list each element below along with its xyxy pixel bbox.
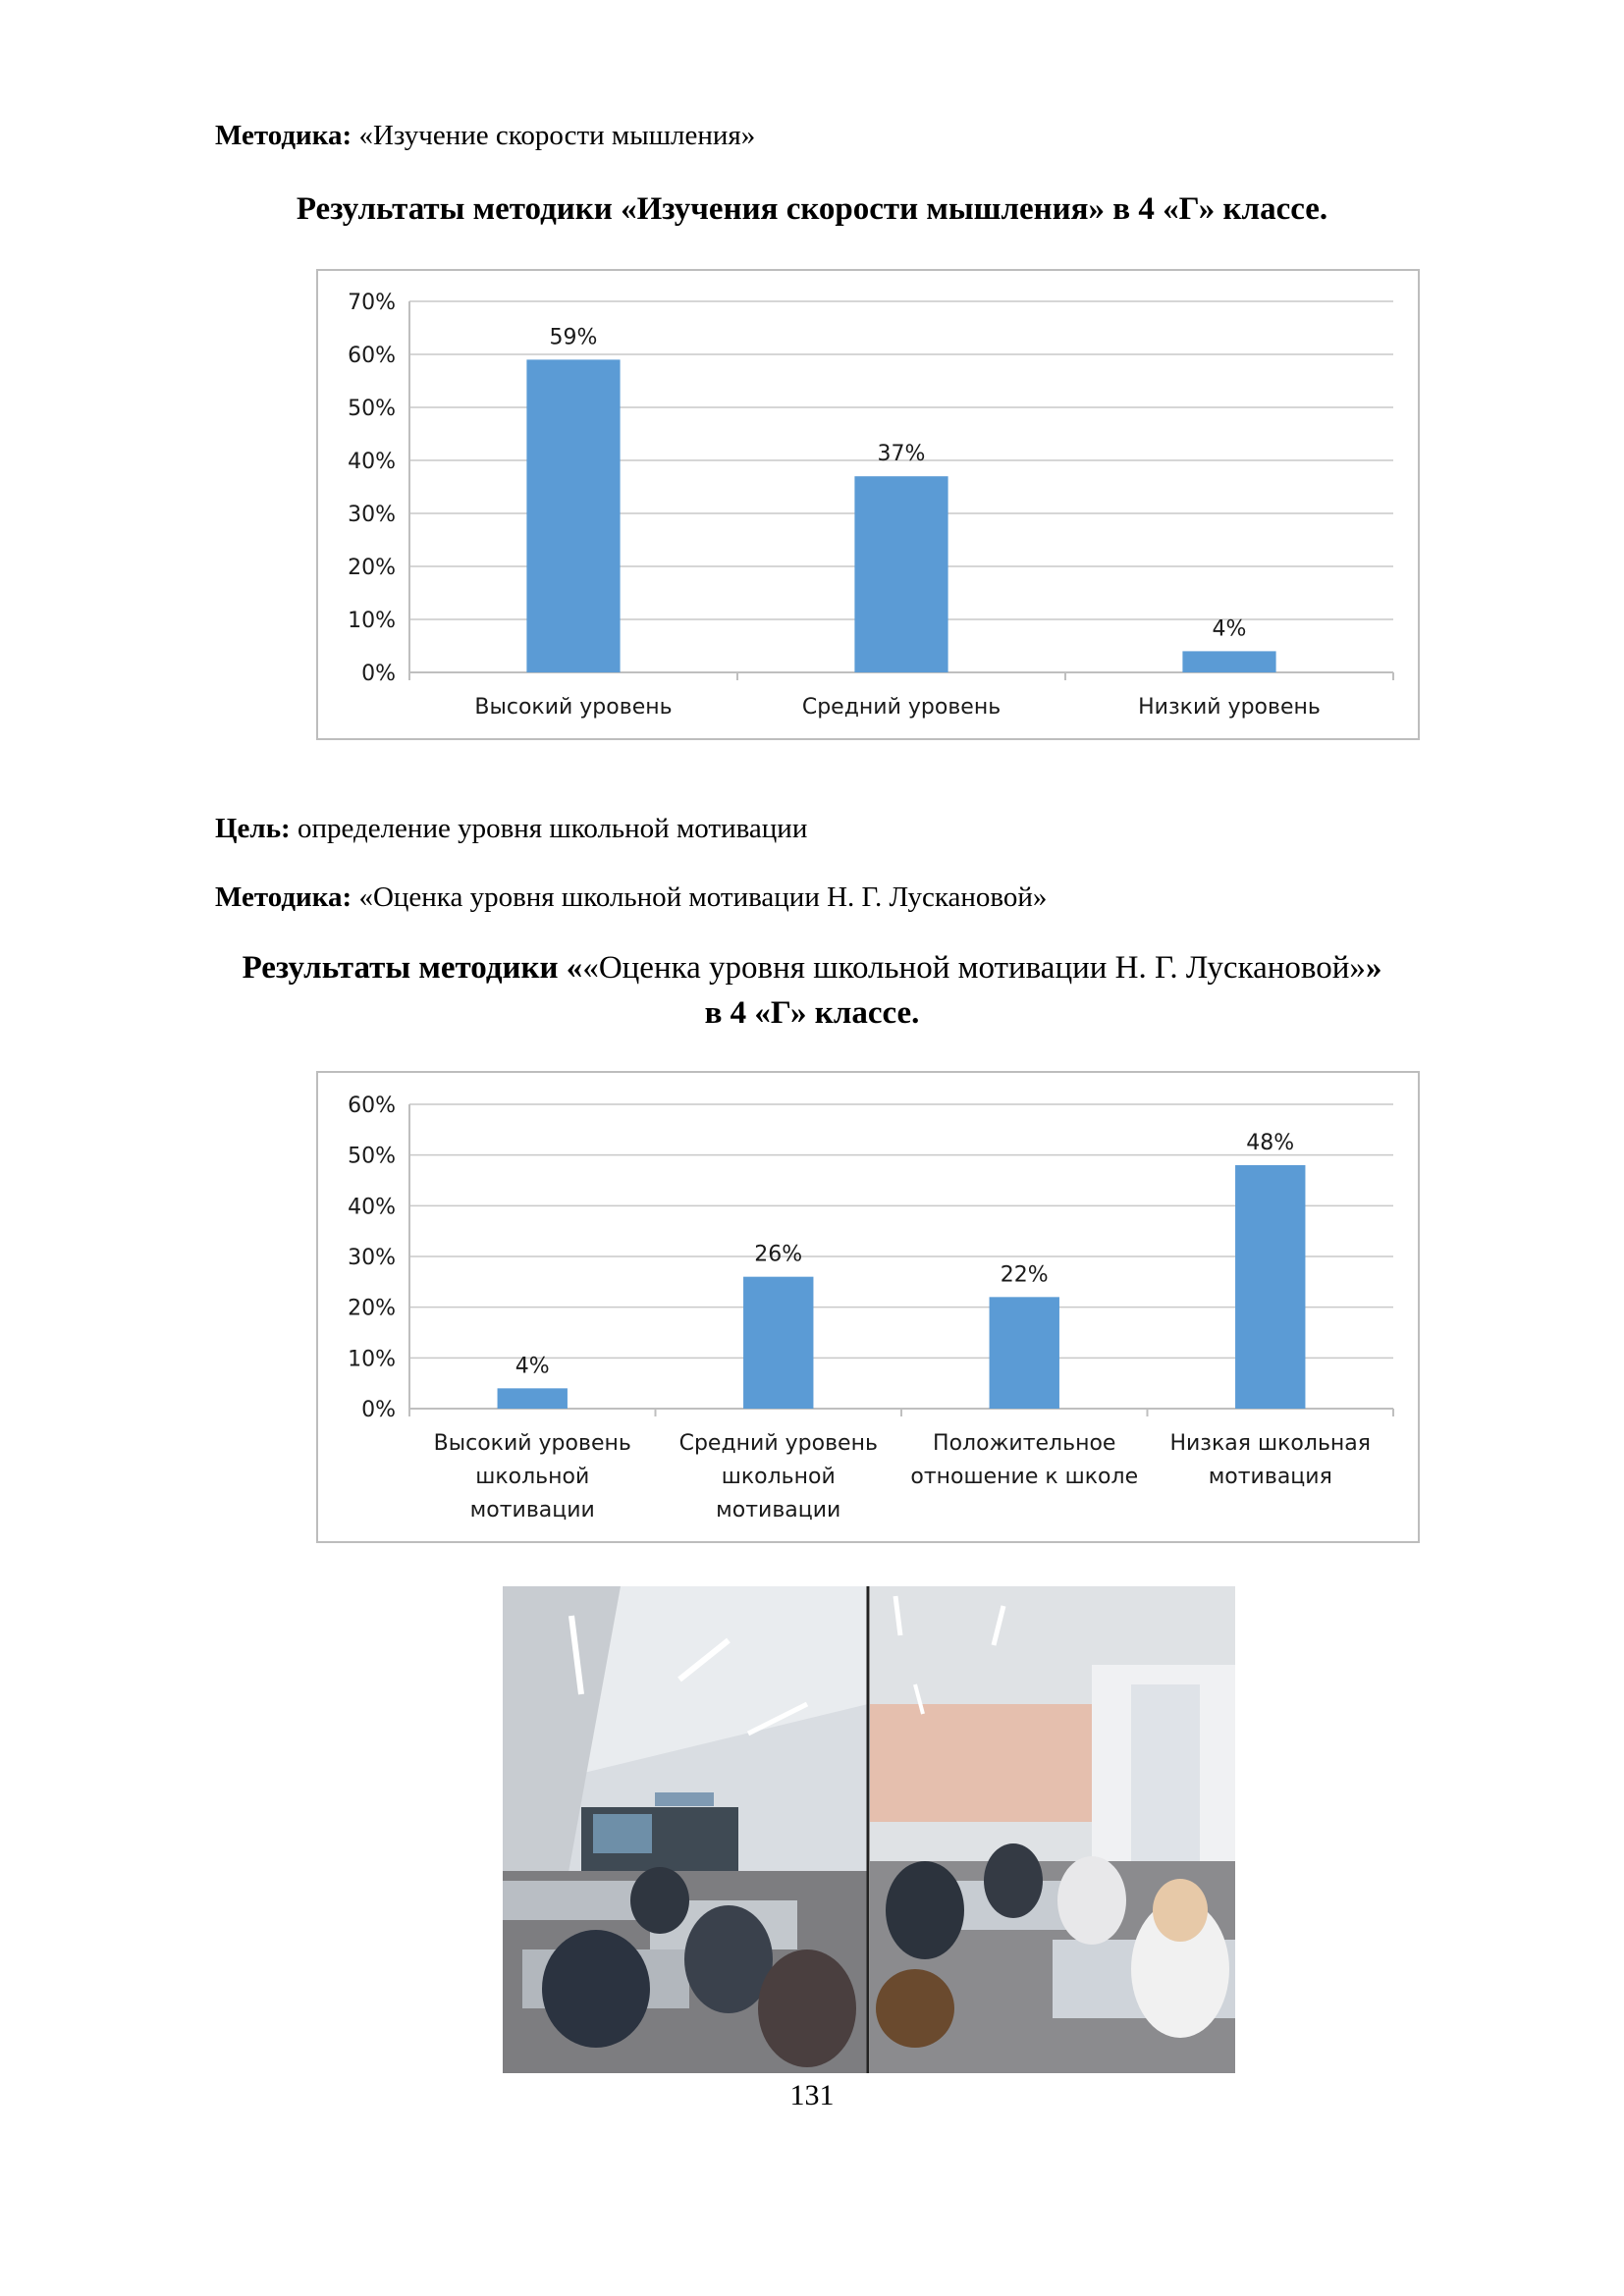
method-value: «Изучение скорости мышления» [352, 120, 756, 151]
y-tick-label: 50% [348, 1144, 396, 1169]
goal-label: Цель: [215, 813, 291, 844]
category-label: школьной [721, 1465, 836, 1489]
y-tick-label: 30% [348, 1246, 396, 1270]
data-label: 4% [1212, 616, 1247, 642]
data-label: 37% [877, 442, 926, 467]
category-label: мотивации [469, 1498, 595, 1522]
data-label: 22% [1000, 1262, 1049, 1288]
category-label: Высокий уровень [433, 1431, 631, 1456]
category-label: Положительное [933, 1431, 1116, 1456]
chart-1-heading: Результаты методики «Изучения скорости мышления» в 4 «Г» классе. [296, 191, 1328, 227]
data-label: 4% [514, 1354, 550, 1379]
bar [1182, 651, 1275, 672]
y-tick-label: 70% [348, 291, 396, 315]
method-line-2 [215, 880, 1047, 915]
y-tick-label: 50% [348, 397, 396, 421]
category-label: Средний уровень [801, 695, 1001, 720]
chart-1 [316, 269, 1420, 740]
method-value: «Оценка уровня школьной мотивации Н. Г. Лускановой» [352, 881, 1048, 913]
data-label: 48% [1246, 1131, 1295, 1155]
y-tick-label: 0% [361, 662, 396, 686]
chart-2-svg [318, 1073, 1422, 1545]
category-label: Высокий уровень [474, 695, 673, 720]
method-line-1 [215, 118, 755, 153]
data-label: 59% [549, 325, 598, 350]
bar [1235, 1165, 1305, 1409]
chart-2 [316, 1071, 1420, 1543]
page-number: 131 [789, 2079, 835, 2111]
category-label: школьной [475, 1465, 590, 1489]
y-tick-label: 60% [348, 1094, 396, 1118]
category-label: Средний уровень [678, 1431, 878, 1456]
heading-part: Результаты методики « [242, 950, 583, 986]
chart-2-heading-line2: в 4 «Г» классе. [704, 995, 920, 1031]
classroom-photo-right [870, 1586, 1235, 2073]
method-label: Методика: [215, 881, 352, 913]
heading-part: » [1365, 950, 1382, 986]
category-label: Низкая школьная [1169, 1431, 1372, 1456]
y-tick-label: 40% [348, 450, 396, 474]
y-tick-label: 10% [348, 1347, 396, 1372]
chart-1-svg [318, 271, 1422, 742]
category-label: мотивации [716, 1498, 841, 1522]
goal-value: определение уровня школьной мотивации [290, 813, 808, 844]
bar [526, 359, 620, 672]
y-tick-label: 60% [348, 344, 396, 368]
y-tick-label: 10% [348, 609, 396, 633]
y-tick-label: 0% [361, 1398, 396, 1422]
classroom-photo-left [503, 1586, 868, 2073]
category-label: Низкий уровень [1138, 695, 1321, 720]
classroom-photo-svg [503, 1586, 1235, 2073]
bar [854, 476, 947, 672]
bar [498, 1388, 568, 1409]
method-label: Методика: [215, 120, 352, 151]
y-tick-label: 30% [348, 503, 396, 527]
bar [990, 1297, 1059, 1409]
y-tick-label: 20% [348, 556, 396, 580]
goal-line [215, 811, 807, 846]
category-label: мотивация [1208, 1465, 1332, 1489]
y-tick-label: 20% [348, 1296, 396, 1321]
classroom-photo [503, 1586, 1235, 2073]
heading-method-name: «Оценка уровня школьной мотивации Н. Г. Лускановой» [582, 950, 1366, 986]
bar [743, 1277, 813, 1409]
chart-2-heading [0, 945, 1624, 990]
data-label: 26% [754, 1242, 803, 1267]
category-label: отношение к школе [910, 1465, 1139, 1489]
y-tick-label: 40% [348, 1195, 396, 1220]
